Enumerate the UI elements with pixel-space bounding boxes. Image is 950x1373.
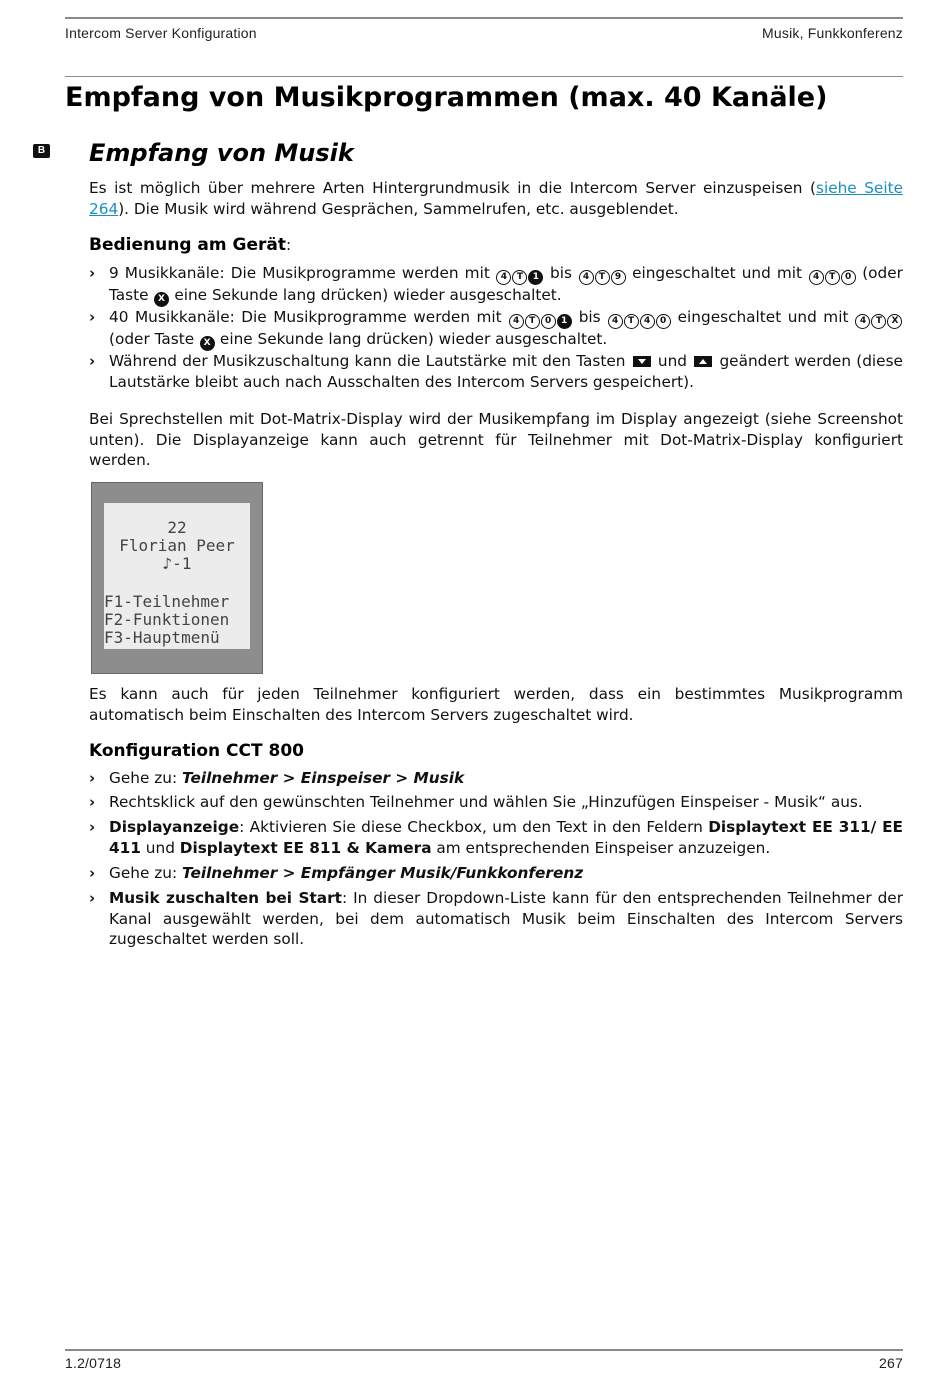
page-title: Empfang von Musikprogrammen (max. 40 Kanäle): [65, 82, 828, 113]
display-line-number: 22: [167, 518, 187, 537]
key-0-icon: 0: [541, 314, 556, 329]
text: bis: [549, 264, 572, 282]
key-9-icon: 9: [611, 270, 626, 285]
key-1-icon: 1: [557, 314, 572, 329]
footer-version: 1.2/0718: [65, 1355, 122, 1371]
key-x-icon: X: [154, 292, 169, 307]
intro-text-a: Es ist möglich über mehrere Arten Hintergrundmusik in die Intercom Server einzuspeisen (: [89, 179, 816, 197]
list-item-text: [109, 768, 903, 789]
header-bottom-rule: [65, 76, 903, 77]
list-item-text: [109, 307, 903, 351]
key-4-icon: 4: [608, 314, 623, 329]
dot-matrix-paragraph: Bei Sprechstellen mit Dot-Matrix-Display wird der Musikempfang im Display angezeigt (siehe Screenshot unten). Die Displayanzeige kann auch getrennt für Teilnehmer mit Dot-Matrix-Display konfiguriert werden.: [89, 410, 903, 469]
text: : Aktivieren Sie diese Checkbox, um den Text in den Feldern: [239, 818, 709, 836]
chevron-right-icon: ›: [89, 769, 96, 787]
text: (oder Taste: [109, 330, 195, 348]
list-item-text: [109, 351, 903, 392]
header-right: Musik, Funkkonferenz: [762, 25, 903, 41]
display-line-music: ♪-1: [162, 554, 192, 573]
text: am entsprechenden Einspeiser anzuzeigen.: [431, 838, 771, 857]
footer-rule: [65, 1349, 903, 1351]
text: Gehe zu:: [109, 769, 182, 787]
key-t-icon: T: [595, 270, 610, 285]
menu-path: Teilnehmer > Einspeiser > Musik: [181, 769, 465, 787]
text: und: [140, 838, 180, 857]
text: eingeschaltet und mit: [632, 264, 803, 282]
chevron-right-icon: ›: [89, 818, 96, 836]
text: bis: [578, 308, 601, 326]
section-title: Empfang von Musik: [89, 139, 354, 167]
text: eine Sekunde lang drücken) wieder ausgeschaltet.: [174, 286, 562, 304]
key-x-icon: X: [200, 336, 215, 351]
key-t-icon: T: [624, 314, 639, 329]
intro-paragraph: [89, 178, 903, 219]
key-4-icon: 4: [579, 270, 594, 285]
term: Displaytext EE 311/ EE 411: [109, 818, 903, 857]
key-4-icon: 4: [496, 270, 511, 285]
term: Displayanzeige: [109, 818, 240, 836]
text: 40 Musikkanäle: Die Musikprogramme werden mit: [109, 308, 502, 326]
chevron-right-icon: ›: [89, 889, 96, 907]
volume-down-key-icon: [633, 356, 651, 367]
text: Gehe zu:: [109, 864, 182, 882]
text: und: [657, 352, 688, 370]
header-top-rule: [65, 17, 903, 19]
section-badge: B: [33, 144, 50, 158]
term: Displaytext EE 811 & Kamera: [179, 838, 432, 857]
term: Musik zuschalten bei Start: [109, 889, 342, 907]
key-4-icon: 4: [809, 270, 824, 285]
key-0-icon: 0: [656, 314, 671, 329]
header-left: Intercom Server Konfiguration: [65, 25, 257, 41]
list-item-text: [109, 817, 903, 858]
menu-path: Teilnehmer > Empfänger Musik/Funkkonferenz: [181, 864, 584, 882]
key-t-icon: T: [825, 270, 840, 285]
chevron-right-icon: ›: [89, 308, 96, 326]
display-f1: F1-Teilnehmer: [104, 592, 230, 611]
cct-heading: Konfiguration CCT 800: [89, 741, 304, 761]
page-number: 267: [879, 1355, 903, 1371]
list-item-text: [109, 863, 903, 884]
display-f2: F2-Funktionen: [104, 610, 230, 629]
text: (oder Taste: [109, 264, 903, 304]
text: eine Sekunde lang drücken) wieder ausgeschaltet.: [219, 330, 608, 348]
bedienung-heading: [89, 235, 291, 256]
list-item-text: [109, 263, 903, 307]
key-t-icon: T: [871, 314, 886, 329]
chevron-right-icon: ›: [89, 864, 96, 882]
chevron-right-icon: ›: [89, 793, 96, 811]
key-t-icon: T: [525, 314, 540, 329]
bedienung-heading-text: Bedienung am Gerät: [89, 235, 286, 255]
text: 9 Musikkanäle: Die Musikprogramme werden mit: [109, 264, 490, 282]
text: eingeschaltet und mit: [677, 308, 849, 326]
list-item-text: [109, 888, 903, 950]
display-line-name: Florian Peer: [119, 536, 235, 555]
chevron-right-icon: ›: [89, 264, 96, 282]
display-screenshot: [91, 482, 263, 674]
key-t-icon: T: [512, 270, 527, 285]
bedienung-colon: :: [285, 236, 292, 254]
list-item-text: Rechtsklick auf den gewünschten Teilnehmer und wählen Sie „Hinzufügen Einspeiser - Musik“ aus.: [109, 793, 863, 811]
key-x-icon: X: [887, 314, 902, 329]
chevron-right-icon: ›: [89, 352, 96, 370]
page-link[interactable]: siehe Seite 264: [89, 179, 903, 218]
text: : In dieser Dropdown-Liste kann für den entsprechenden Teilnehmer der Kanal ausgewählt werden, bei dem automatisch Musik beim Einschalten des Intercom Servers zugeschaltet werden soll.: [109, 889, 904, 948]
key-4-icon: 4: [855, 314, 870, 329]
text: Während der Musikzuschaltung kann die Lautstärke mit den Tasten: [109, 352, 626, 370]
display-f3: F3-Hauptmenü: [104, 628, 220, 647]
key-4-icon: 4: [509, 314, 524, 329]
key-0-icon: 0: [841, 270, 856, 285]
intro-text-b: ). Die Musik wird während Gesprächen, Sammelrufen, etc. ausgeblendet.: [118, 199, 679, 218]
config-paragraph: Es kann auch für jeden Teilnehmer konfiguriert werden, dass ein bestimmtes Musikprogramm automatisch beim Einschalten des Intercom Servers zugeschaltet wird.: [89, 685, 903, 724]
key-4-icon: 4: [640, 314, 655, 329]
key-1-icon: 1: [528, 270, 543, 285]
volume-up-key-icon: [694, 356, 712, 367]
display-screen: [104, 503, 250, 649]
text: geändert werden (diese Lautstärke bleibt auch nach Ausschalten des Intercom Servers gespeichert).: [109, 352, 903, 391]
